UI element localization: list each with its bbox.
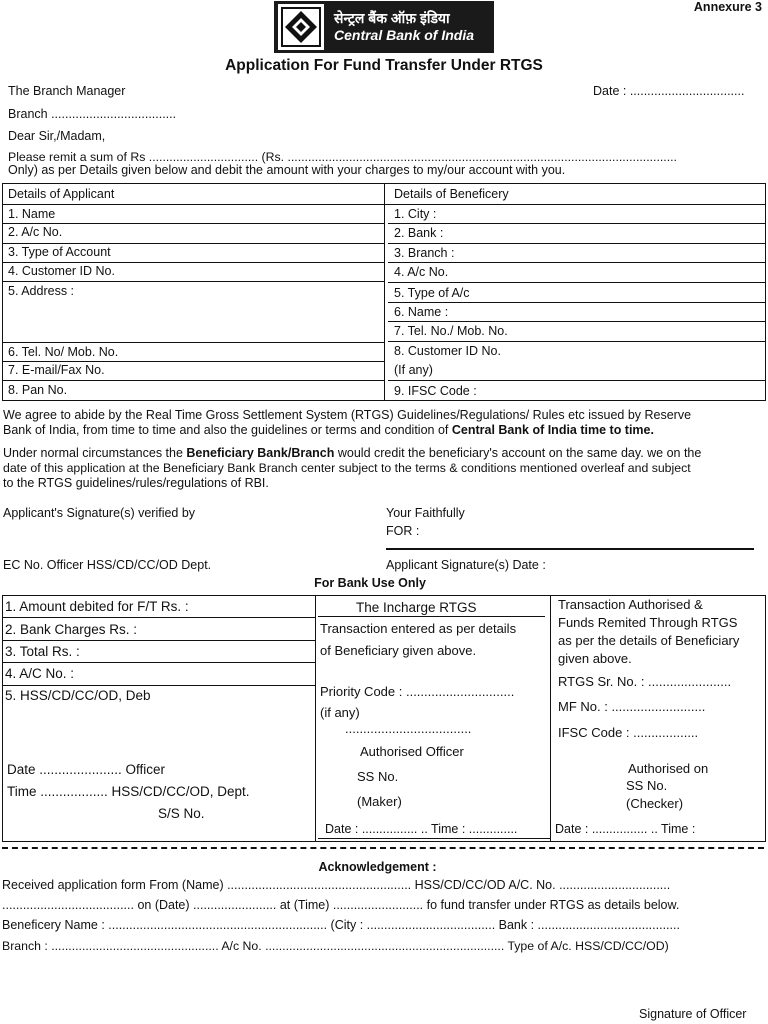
applicant-customer-id-field[interactable]: 4. Customer ID No. [8,264,115,278]
incharge-heading: The Incharge RTGS [356,600,477,615]
beneficiary-customer-id-field[interactable]: 8. Customer ID No. [394,344,501,358]
dept-debit-field[interactable]: 5. HSS/CD/CC/OD, Deb [5,688,151,703]
date-field[interactable]: Date : ................................. [593,84,745,98]
salutation: Dear Sir,/Madam, [8,129,106,143]
applicant-signature-date[interactable]: Applicant Signature(s) Date : [386,558,546,572]
beneficiary-ac-field[interactable]: 4. A/c No. [394,265,449,279]
right-line-1: Transaction Authorised & [558,597,703,612]
yours-faithfully: Your Faithfully [386,506,465,520]
ack-line-2[interactable]: ...................................... on (Date) ........................ at (Time) .......................... fo fund transfer under RTGS as details below. [2,898,680,912]
branch-field[interactable]: Branch .................................... [8,107,177,121]
logo-hindi-text: सेन्ट्रल बैंक ऑफ़ इंडिया [334,10,450,27]
applicant-account-type-field[interactable]: 3. Type of Account [8,245,111,259]
priority-code-field[interactable]: Priority Code : .............................. [320,684,515,699]
beneficiary-if-any: (If any) [394,363,433,377]
right-line-3: as per the details of Beneficiary [558,633,740,648]
applicant-ac-field[interactable]: 2. A/c No. [8,225,63,239]
officer-sno: S/S No. [158,806,205,821]
applicant-heading: Details of Applicant [8,187,115,201]
ac-no-field[interactable]: 4. A/C No. : [5,666,75,681]
applicant-address-field[interactable]: 5. Address : [8,284,75,298]
maker-ss-no: SS No. [357,769,399,784]
beneficiary-ifsc-field[interactable]: 9. IFSC Code : [394,384,477,398]
beneficiary-city-field[interactable]: 1. City : [394,207,437,221]
checker-ss-no: SS No. [626,778,668,793]
bank-charges-field[interactable]: 2. Bank Charges Rs. : [5,622,138,637]
amount-debited-field[interactable]: 1. Amount debited for F/T Rs. : [5,599,189,614]
right-line-2: Funds Remited Through RTGS [558,615,738,630]
applicant-name-field[interactable]: 1. Name [8,207,56,221]
beneficiary-phone-field[interactable]: 7. Tel. No./ Mob. No. [394,324,508,338]
authorised-officer-label: Authorised Officer [360,744,464,759]
maker-date-time-field[interactable]: Date : ................ .. Time : .............. [325,822,518,836]
officer-time-field[interactable]: Time .................. HSS/CD/CC/OD, Dept. [7,784,250,799]
cut-line [2,847,764,849]
applicant-pan-field[interactable]: 8. Pan No. [8,383,68,397]
total-field[interactable]: 3. Total Rs. : [5,644,80,659]
beneficiary-ac-type-field[interactable]: 5. Type of A/c [394,286,470,300]
officer-date-field[interactable]: Date ...................... Officer [7,762,166,777]
remit-line-2: Only) as per Details given below and debit the amount with your charges to my/our account with you. [8,163,566,177]
priority-if-any: (if any) [320,705,360,720]
logo-english-text: Central Bank of India [334,27,475,43]
applicant-phone-field[interactable]: 6. Tel. No/ Mob. No. [8,345,119,359]
beneficiary-branch-field[interactable]: 3. Branch : [394,246,455,260]
beneficiary-name-field[interactable]: 6. Name : [394,305,449,319]
conditions-paragraph: Under normal circumstances the Beneficiary Bank/Branch would credit the beneficiary's account on the same day. we on the date of this application at the Beneficiary Bank Branch center subject to the terms & conditions mentioned overleaf and subject to the RTGS guidelines/rules/regulations of RBI. [3,446,702,490]
signature-verified-label: Applicant's Signature(s) verified by [3,506,196,520]
authorised-on-label: Authorised on [628,761,709,776]
bank-logo [274,1,494,53]
mid-line-1: Transaction entered as per details [320,621,517,636]
checker-date-time-field[interactable]: Date : ................ .. Time : [555,822,696,836]
checker-label: (Checker) [626,796,684,811]
right-line-4: given above. [558,651,632,666]
ifsc-code-field[interactable]: IFSC Code : .................. [558,725,699,740]
applicant-email-field[interactable]: 7. E-mail/Fax No. [8,363,105,377]
annexure-label: Annexure 3 [693,0,762,14]
ack-line-1[interactable]: Received application form From (Name) ..................................................... HSS/CD/CC/OD A/C. No. ................................ [2,878,671,892]
ec-officer-label: EC No. Officer HSS/CD/CC/OD Dept. [3,558,212,572]
bank-use-heading: For Bank Use Only [314,576,426,590]
addressee: The Branch Manager [8,84,126,98]
rtgs-sr-no-field[interactable]: RTGS Sr. No. : ....................... [558,674,732,689]
form-title: Application For Fund Transfer Under RTGS [225,57,543,74]
for-label: FOR : [386,524,420,538]
beneficiary-heading: Details of Beneficery [394,187,509,201]
bank-emblem-icon [278,4,324,50]
mf-no-field[interactable]: MF No. : .......................... [558,699,706,714]
officer-signature-label: Signature of Officer [639,1007,747,1021]
officer-signature-line[interactable]: ................................... [345,721,472,736]
acknowledgement-heading: Acknowledgement : [318,860,437,874]
agreement-paragraph: We agree to abide by the Real Time Gross Settlement System (RTGS) Guidelines/Regulations/ Rules etc issued by Reserve Bank of India, from time to time and also the guidelines or terms and condition of Central Bank of India time to time. [3,408,692,437]
beneficiary-bank-field[interactable]: 2. Bank : [394,226,444,240]
ack-line-4[interactable]: Branch : ................................................. A/c No. ...................................................................... Type of A/c. HSS/CD/CC/OD) [2,939,669,953]
mid-line-2: of Beneficiary given above. [320,643,477,658]
maker-label: (Maker) [357,794,402,809]
ack-line-3[interactable]: Beneficery Name : ............................................................... (City : ..................................... Bank : ......................................... [2,918,680,932]
remit-line-1[interactable]: Please remit a sum of Rs ................................ (Rs. .................................................................................................................. [8,150,677,164]
